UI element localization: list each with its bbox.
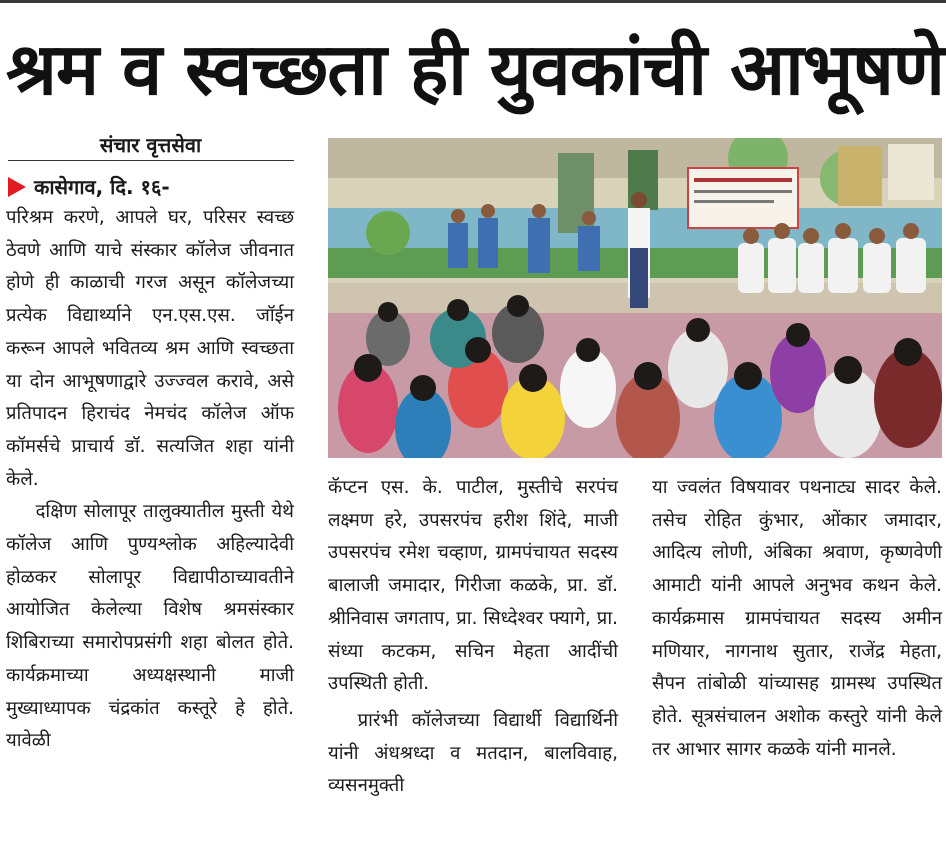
article-column-2 bbox=[328, 472, 618, 803]
paragraph: प्रारंभी कॉलेजच्या विद्यार्थी विद्यार्थिनी यांनी अंधश्रध्दा व मतदान, बालविवाह, व्यसनमुक्ती bbox=[328, 709, 618, 797]
top-rule bbox=[0, 0, 946, 3]
paragraph: कॅप्टन एस. के. पाटील, मुस्तीचे सरपंच लक्ष्मण हरे, उपसरपंच हरीश शिंदे, माजी उपसरपंच रमेश चव्हाण, ग्रामपंचायत सदस्य बालाजी जमादार, गिरीजा कळके, प्रा. डॉ. श्रीनिवास जगताप, प्रा. सिध्देश्वर फ्यागे, प्रा. संध्या कटकम, सचिन मेहता आदींची उपस्थिती होती. bbox=[328, 477, 618, 695]
paragraph: परिश्रम करणे, आपले घर, परिसर स्वच्छ ठेवणे आणि याचे संस्कार कॉलेज जीवनात होणे ही काळाची गरज असून कॉलेजच्या प्रत्येक विद्यार्थ्याने एन.एस.एस. जॉईन करून आपले भवितव्य श्रम आणि स्वच्छता या दोन आभूषणाद्वारे उज्ज्वल करावे, असे प्रतिपादन हिराचंद नेमचंद कॉलेज ऑफ कॉमर्सचे प्राचार्य डॉ. सत्यजित शहा यांनी केले. bbox=[6, 207, 294, 490]
dateline-text: कासेगाव, दि. १६- bbox=[34, 175, 170, 199]
news-photo bbox=[328, 138, 942, 458]
byline-rule bbox=[8, 160, 294, 161]
headline: श्रम व स्वच्छता ही युवकांची आभूषणे bbox=[6, 27, 944, 111]
dateline bbox=[8, 170, 294, 204]
photo-illustration bbox=[328, 138, 942, 458]
paragraph: या ज्वलंत विषयावर पथनाट्य सादर केले. तसेच रोहित कुंभार, ओंकार जमादार, आदित्य लोणी, अंबिका श्रवाण, कृष्णवेणी आमाटी यांनी आपले अनुभव कथन केले. कार्यक्रमास ग्रामपंचायत सदस्य अमीन मणियार, नागनाथ सुतार, राजेंद्र मेहता, सैपन तांबोळी यांच्यासह ग्रामस्थ उपस्थित होते. सूत्रसंचालन अशोक कस्तुरे यांनी केले तर आभार सागर कळके यांनी मानले. bbox=[652, 477, 942, 760]
article-column-1 bbox=[6, 202, 294, 758]
red-triangle-icon bbox=[8, 177, 26, 197]
paragraph: दक्षिण सोलापूर तालुक्यातील मुस्ती येथे कॉलेज आणि पुण्यश्लोक अहिल्यादेवी होळकर सोलापूर विद्यापीठाच्यावतीने आयोजित केलेल्या विशेष श्रमसंस्कार शिबिराच्या समारोपप्रसंगी शहा बोलत होते. कार्यक्रमाच्या अध्यक्षस्थानी माजी मुख्याध्यापक चंद्रकांत कस्तूरे हे होते. यावेळी bbox=[6, 501, 294, 752]
article-column-3 bbox=[652, 472, 942, 766]
byline: संचार वृत्तसेवा bbox=[99, 133, 202, 157]
